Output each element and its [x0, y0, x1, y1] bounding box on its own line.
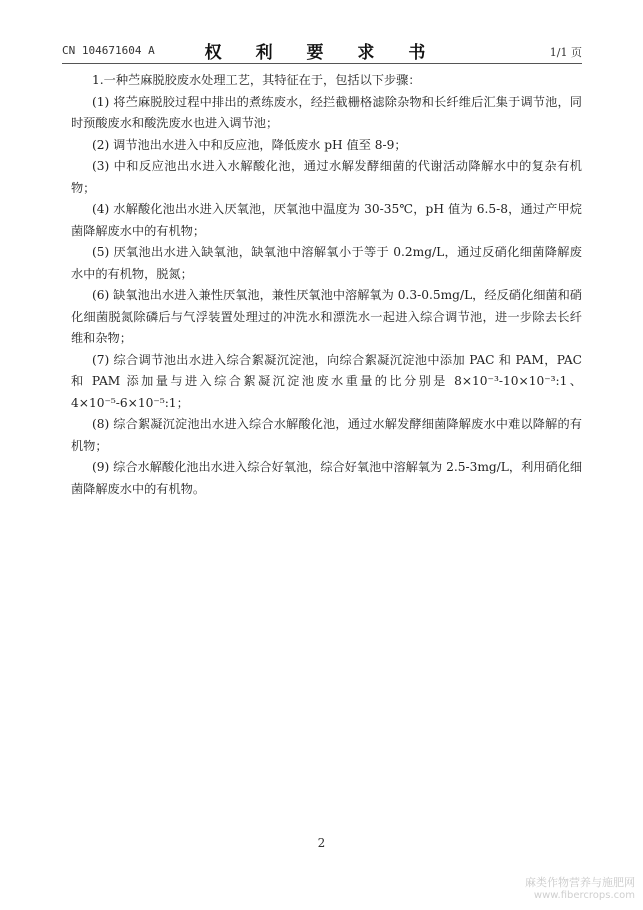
page-count: 1/1 页	[549, 46, 582, 59]
document-title: 权 利 要 求 书	[204, 43, 440, 63]
page-number: 2	[317, 836, 326, 850]
claim-step-2: (2) 调节池出水进入中和反应池，降低废水 pH 值至 8-9；	[92, 137, 407, 152]
watermark-site-name: 麻类作物营养与施肥网	[525, 876, 635, 889]
claim-step-8: (8) 综合絮凝沉淀池出水进入综合水解酸化池，通过水解发酵细菌降解废水中难以降解的有机物；	[71, 417, 582, 453]
claim-step-5: (5) 厌氧池出水进入缺氧池，缺氧池中溶解氧小于等于 0.2mg/L，通过反硝化细菌降解废水中的有机物，脱氮；	[71, 245, 582, 281]
claim-intro: 1.一种苎麻脱胶废水处理工艺，其特征在于，包括以下步骤：	[92, 73, 421, 87]
page-header	[62, 38, 582, 62]
claim-step-4: (4) 水解酸化池出水进入厌氧池，厌氧池中温度为 30-35℃，pH 值为 6.5-8，通过产甲烷菌降解废水中的有机物；	[71, 202, 582, 238]
publication-number: CN 104671604 A	[62, 44, 155, 57]
watermark-url: www.fibercrops.com	[533, 890, 635, 901]
claim-step-1: (1) 将苎麻脱胶过程中排出的煮练废水，经拦截栅格滤除杂物和长纤维后汇集于调节池，同时预酸废水和酸洗废水也进入调节池；	[71, 94, 582, 130]
header-rule	[62, 63, 582, 64]
site-watermark	[525, 876, 635, 902]
claim-step-7: (7) 综合调节池出水进入综合絮凝沉淀池，向综合絮凝沉淀池中添加 PAC 和 PAM，PAC 和 PAM 添加量与进入综合絮凝沉淀池废水重量的比分别是 8×10⁻³-10×10⁻³:1、4×10⁻⁵-6×10⁻⁵:1；	[71, 352, 582, 410]
claim-step-9: (9) 综合水解酸化池出水进入综合好氧池，综合好氧池中溶解氧为 2.5-3mg/L，利用硝化细菌降解废水中的有机物。	[71, 460, 583, 496]
claim-step-3: (3) 中和反应池出水进入水解酸化池，通过水解发酵细菌的代谢活动降解水中的复杂有机物；	[71, 159, 582, 195]
claim-step-6: (6) 缺氧池出水进入兼性厌氧池，兼性厌氧池中溶解氧为 0.3-0.5mg/L，经反硝化细菌和硝化细菌脱氮除磷后与气浮装置处理过的冲洗水和漂洗水一起进入综合调节池，进一步除去长纤维和杂物；	[71, 288, 582, 345]
claims-body	[71, 70, 583, 500]
